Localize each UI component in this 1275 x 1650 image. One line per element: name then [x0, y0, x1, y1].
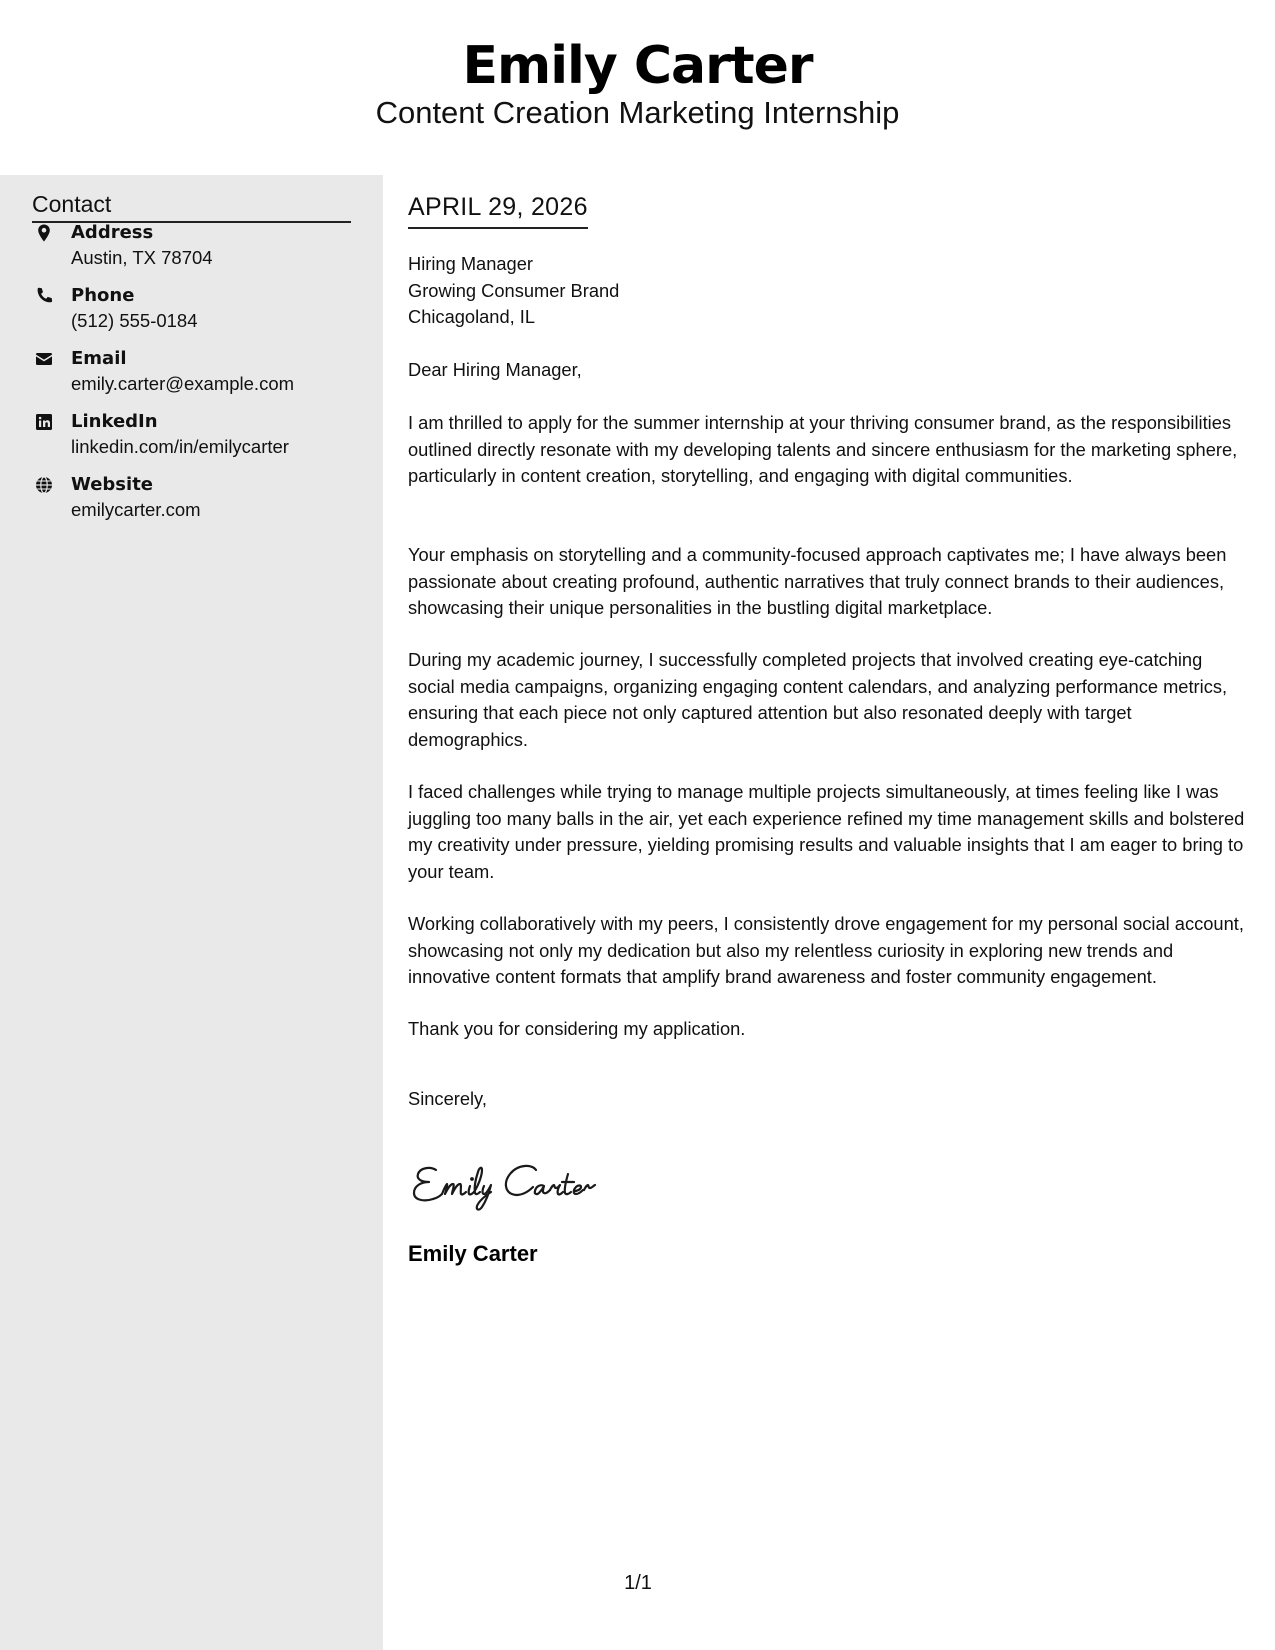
- contact-item-linkedin: [32, 410, 362, 466]
- position-title: Content Creation Marketing Internship: [375, 95, 900, 130]
- body-paragraph: I am thrilled to apply for the summer internship at your thriving consumer brand, as the responsibilities outlined directly resonate with my developing talents and sincere enthusiasm for the marketing sphere, particularly in content creation, storytelling, and engaging with digital communities.: [408, 412, 1238, 486]
- globe-icon: [34, 475, 54, 495]
- phone-label: Phone: [71, 285, 135, 306]
- contact-item-email: [32, 347, 362, 403]
- phone-value: (512) 555-0184: [71, 310, 198, 331]
- website-label: Website: [71, 474, 154, 495]
- recipient-block: [408, 251, 1253, 331]
- letter-header: [0, 0, 1275, 175]
- contact-heading: Contact: [32, 189, 351, 223]
- applicant-name: Emily Carter: [462, 36, 813, 96]
- contact-item-phone: [32, 284, 362, 340]
- letter-body: [408, 175, 1253, 1650]
- contact-item-website: [32, 473, 362, 529]
- recipient-line: Chicagoland, IL: [408, 306, 536, 327]
- envelope-icon: [34, 349, 54, 369]
- body-paragraph: I faced challenges while trying to manage multiple projects simultaneously, at times feeling like I was juggling too many balls in the air, yet each experience refined my time management skills and bolstered my creativity under pressure, yielding promising results and valuable insights that I am eager to bring to your team.: [408, 781, 1245, 882]
- email-value: emily.carter@example.com: [71, 373, 295, 394]
- map-pin-icon: [34, 223, 54, 243]
- linkedin-value: linkedin.com/in/emilycarter: [71, 436, 289, 457]
- contact-item-address: [32, 221, 362, 277]
- signer-name: Emily Carter: [408, 1241, 538, 1266]
- body-paragraph: Your emphasis on storytelling and a community-focused approach captivates me; I have always been passionate about creating profound, authentic narratives that truly connect brands to their audiences, showcasing their unique personalities in the bustling digital marketplace.: [408, 544, 1227, 618]
- address-value: Austin, TX 78704: [71, 247, 213, 268]
- address-label: Address: [71, 222, 154, 243]
- closing: Sincerely,: [408, 1088, 487, 1109]
- website-value: emilycarter.com: [71, 499, 201, 520]
- email-label: Email: [71, 348, 127, 369]
- salutation: Dear Hiring Manager,: [408, 359, 582, 380]
- linkedin-icon: [34, 412, 54, 432]
- page-number: 1/1: [624, 1572, 652, 1594]
- thank-you-line: Thank you for considering my application.: [408, 1018, 746, 1039]
- phone-icon: [34, 286, 54, 306]
- recipient-line: Growing Consumer Brand: [408, 279, 620, 301]
- linkedin-label: LinkedIn: [71, 411, 158, 432]
- contact-sidebar: [0, 175, 383, 1650]
- recipient-line: Hiring Manager: [408, 253, 533, 274]
- body-paragraph: During my academic journey, I successfully completed projects that involved creating eye-catching social media campaigns, organizing engaging content calendars, and analyzing performance metrics, ensuring that each piece not only captured attention but also resonated deeply with target demographics.: [408, 649, 1228, 750]
- handwritten-signature: [408, 1150, 638, 1220]
- body-paragraph: Working collaboratively with my peers, I consistently drove engagement for my personal social account, showcasing not only my dedication but also my relentless curiosity in exploring new trends and innovative content formats that amplify brand awareness and foster community engagement.: [408, 913, 1244, 987]
- letter-date: APRIL 29, 2026: [408, 190, 588, 229]
